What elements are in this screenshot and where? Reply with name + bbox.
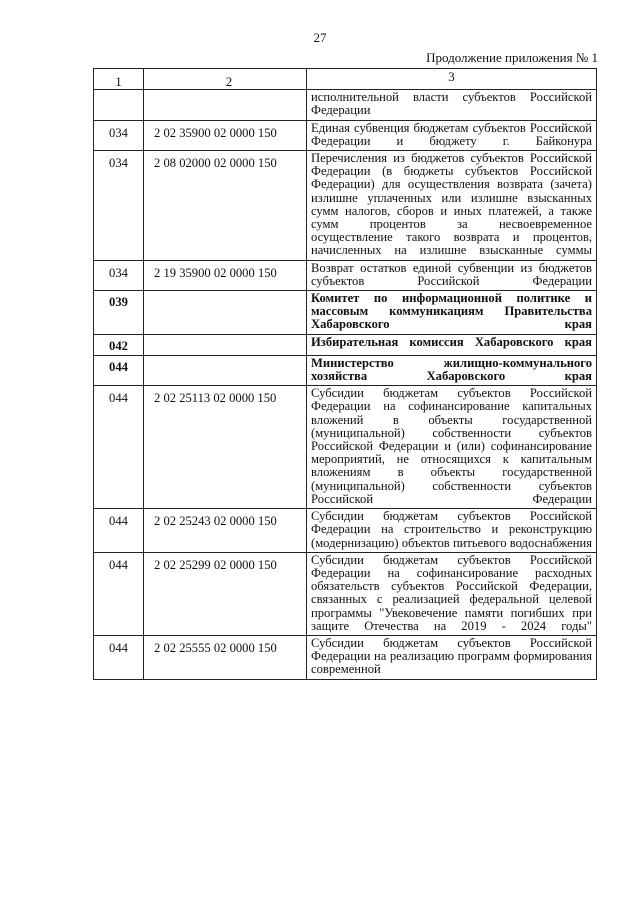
- budget-code-cell: 2 02 25299 02 0000 150: [144, 552, 307, 635]
- description-cell: Единая субвенция бюджетам субъектов Российской Федерации и бюджету г. Байконура: [307, 120, 597, 150]
- table-row: [94, 509, 597, 553]
- admin-code-cell: 039: [94, 291, 144, 335]
- table-row-department: [94, 334, 597, 355]
- page-number: 27: [313, 30, 327, 45]
- budget-code-cell: [144, 334, 307, 355]
- table-row: [94, 90, 597, 120]
- table-row: [94, 151, 597, 261]
- admin-code-cell: 034: [94, 260, 144, 290]
- admin-code-cell: 044: [94, 552, 144, 635]
- budget-code-cell: 2 19 35900 02 0000 150: [144, 260, 307, 290]
- admin-code-cell: 042: [94, 334, 144, 355]
- description-cell: Субсидии бюджетам субъектов Российской Федерации на строительство и реконструкцию (модернизацию) объектов питьевого водоснабжения: [307, 509, 597, 553]
- table-row-department: [94, 291, 597, 335]
- admin-code-cell: 044: [94, 509, 144, 553]
- budget-classification-table: [93, 68, 597, 680]
- table-row: [94, 386, 597, 509]
- table-row: [94, 635, 597, 679]
- table-header-row: [94, 69, 597, 90]
- description-cell: Субсидии бюджетам субъектов Российской Федерации на софинансирование расходных обязательств субъектов Российской Федерации, связанных с реализацией федеральной целевой программы "Увековечение памяти погибших при защите Отечества на 2019 - 2024 годы": [307, 552, 597, 635]
- department-name-cell: Избирательная комиссия Хабаровского края: [307, 334, 597, 355]
- admin-code-cell: 034: [94, 120, 144, 150]
- description-cell: Возврат остатков единой субвенции из бюджетов субъектов Российской Федерации: [307, 260, 597, 290]
- budget-code-cell: 2 02 25113 02 0000 150: [144, 386, 307, 509]
- admin-code-cell: 034: [94, 151, 144, 261]
- header-col-3: 3: [307, 69, 597, 90]
- table-row: [94, 120, 597, 150]
- budget-code-cell: [144, 291, 307, 335]
- description-cell: Субсидии бюджетам субъектов Российской Федерации на софинансирование капитальных вложений в объекты государственной (муниципальной) собственности субъектов Российской Федерации и (или) софинансирование мероприятий, не относящихся к капитальным вложениям в объекты государственной (муниципальной) собственности субъектов Российской Федерации: [307, 386, 597, 509]
- admin-code-cell: 044: [94, 355, 144, 385]
- admin-code-cell: 044: [94, 635, 144, 679]
- budget-code-cell: 2 08 02000 02 0000 150: [144, 151, 307, 261]
- department-name-cell: Комитет по информационной политике и массовым коммуникациям Правительства Хабаровского края: [307, 291, 597, 335]
- table-row-department: [94, 355, 597, 385]
- admin-code-cell: 044: [94, 386, 144, 509]
- continuation-label: Продолжение приложения № 1: [426, 50, 598, 65]
- description-cell: исполнительной власти субъектов Российской Федерации: [307, 90, 597, 120]
- budget-code-cell: [144, 90, 307, 120]
- description-cell: Субсидии бюджетам субъектов Российской Федерации на реализацию программ формирования современной: [307, 635, 597, 679]
- admin-code-cell: [94, 90, 144, 120]
- table-row: [94, 552, 597, 635]
- budget-code-cell: 2 02 25243 02 0000 150: [144, 509, 307, 553]
- budget-code-cell: 2 02 25555 02 0000 150: [144, 635, 307, 679]
- budget-code-cell: 2 02 35900 02 0000 150: [144, 120, 307, 150]
- header-col-2: 2: [144, 69, 307, 90]
- department-name-cell: Министерство жилищно-коммунального хозяйства Хабаровского края: [307, 355, 597, 385]
- header-col-1: 1: [94, 69, 144, 90]
- budget-code-cell: [144, 355, 307, 385]
- table-row: [94, 260, 597, 290]
- description-cell: Перечисления из бюджетов субъектов Российской Федерации (в бюджеты субъектов Российской Федерации) для осуществления возврата (зачета) излишне уплаченных или излишне взысканных сумм налогов, сборов и иных платежей, а также сумм процентов за несвоевременное осуществление такого возврата и процентов, начисленных на излишне взысканные суммы: [307, 151, 597, 261]
